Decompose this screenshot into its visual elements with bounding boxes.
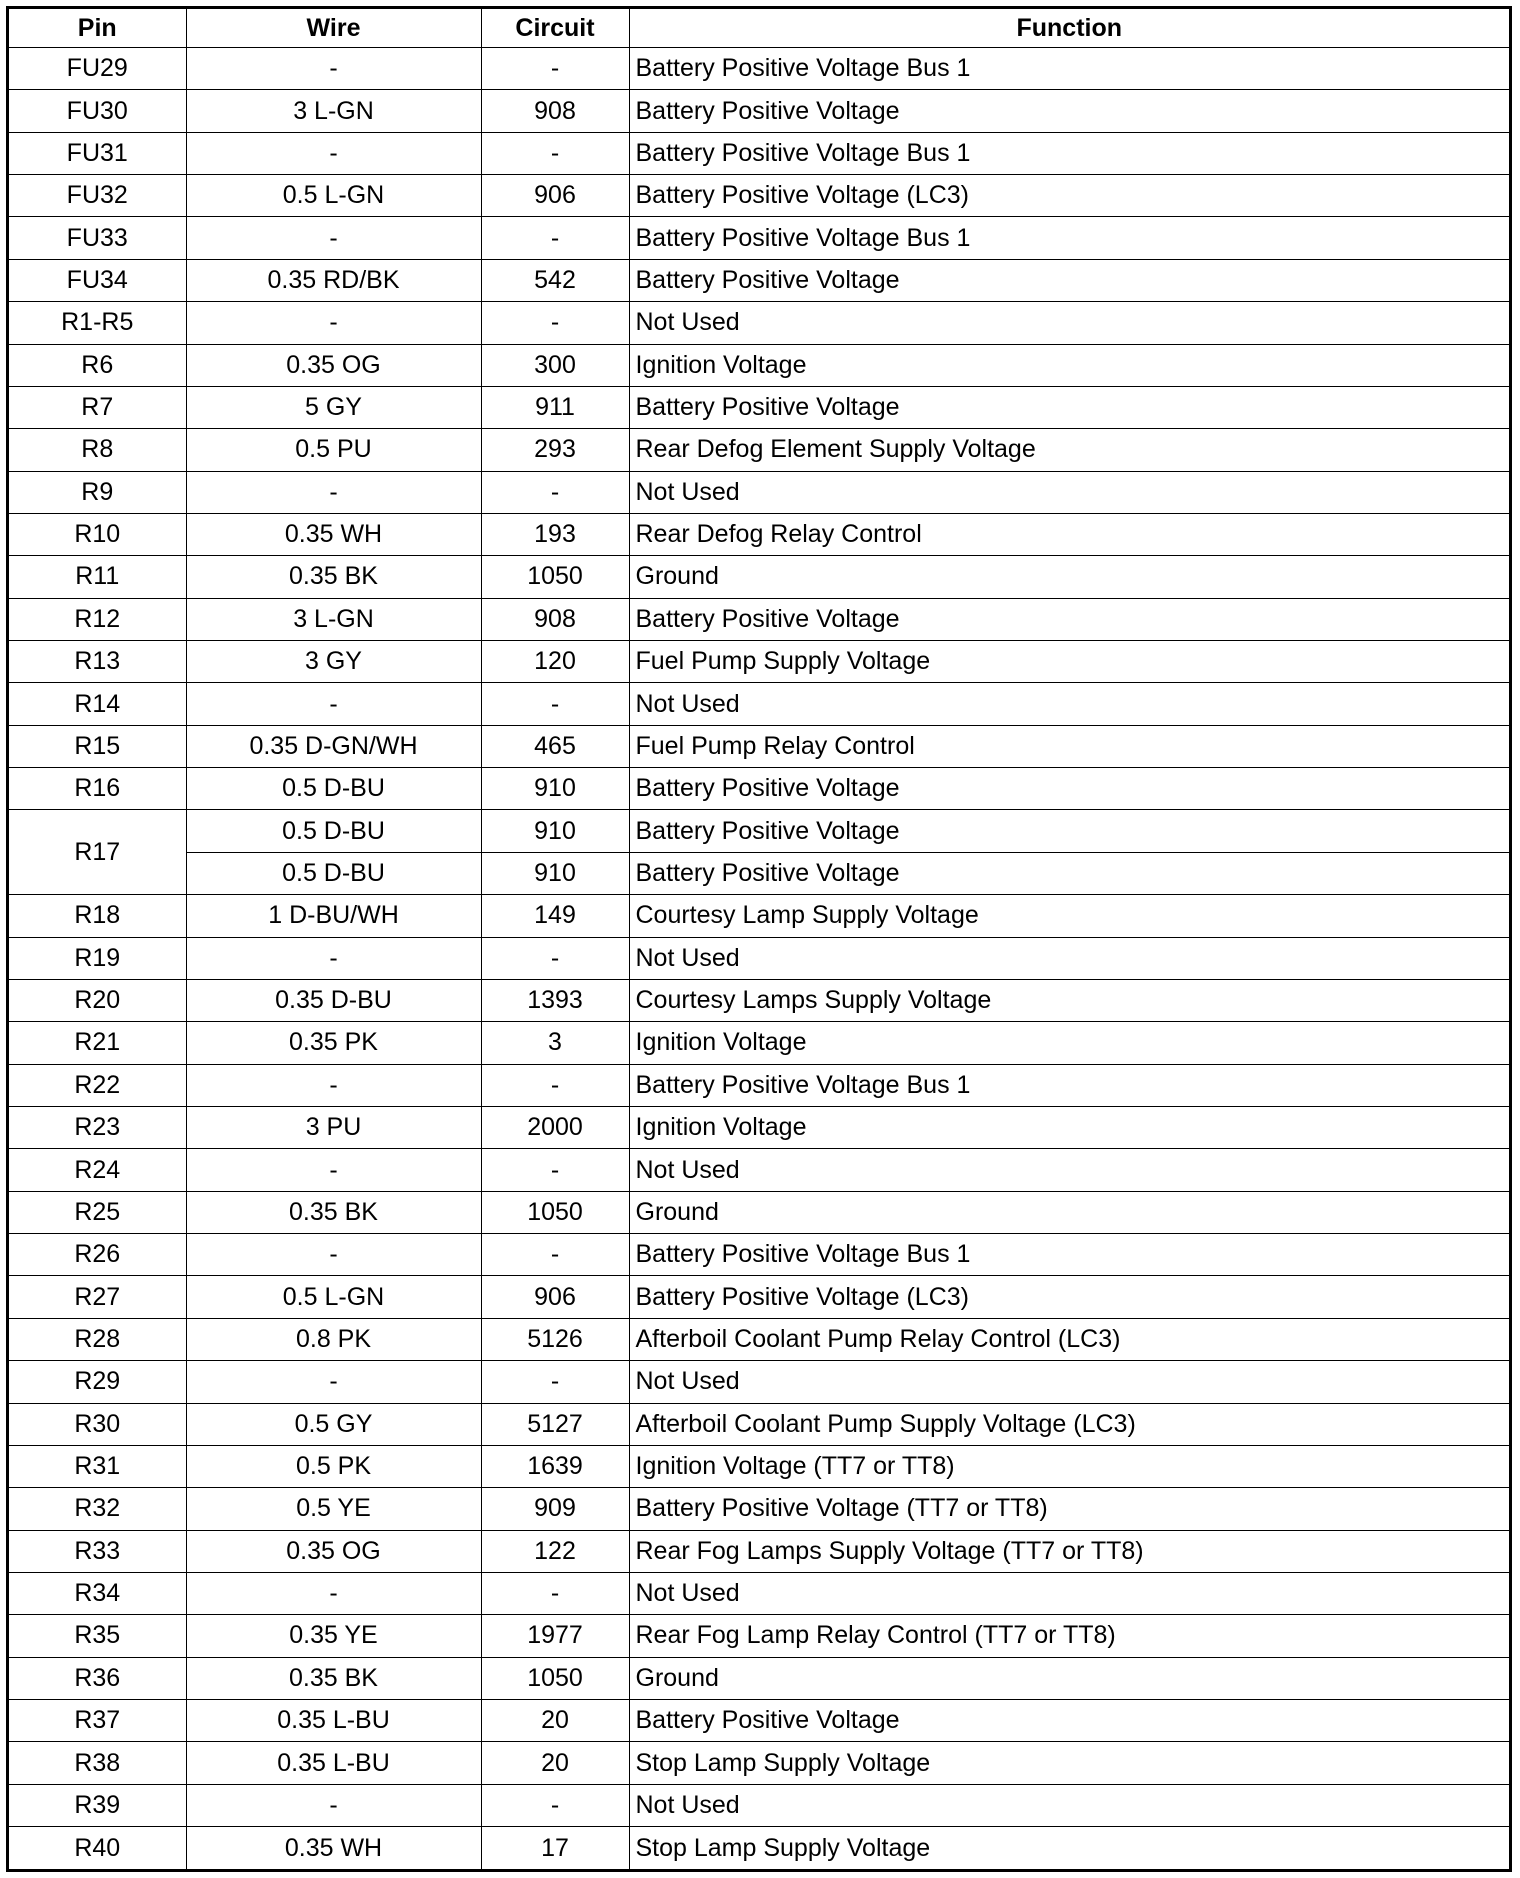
cell-circuit: -: [481, 1784, 629, 1826]
cell-function: Battery Positive Voltage: [629, 768, 1509, 810]
cell-pin: R8: [9, 429, 186, 471]
cell-circuit: 3: [481, 1022, 629, 1064]
cell-pin: R25: [9, 1191, 186, 1233]
table-row: [9, 768, 1509, 810]
cell-function: Ignition Voltage: [629, 344, 1509, 386]
cell-circuit: -: [481, 683, 629, 725]
table-row: [9, 641, 1509, 683]
cell-function: Not Used: [629, 937, 1509, 979]
cell-function: Battery Positive Voltage (TT7 or TT8): [629, 1488, 1509, 1530]
cell-wire: -: [186, 1064, 481, 1106]
cell-circuit: 1050: [481, 556, 629, 598]
cell-wire: 0.5 L-GN: [186, 1276, 481, 1318]
cell-circuit: 910: [481, 768, 629, 810]
cell-function: Courtesy Lamps Supply Voltage: [629, 979, 1509, 1021]
cell-function: Not Used: [629, 1361, 1509, 1403]
table-row: [9, 598, 1509, 640]
table-row: [9, 513, 1509, 555]
cell-circuit: -: [481, 1064, 629, 1106]
table-row: [9, 725, 1509, 767]
cell-wire: 3 L-GN: [186, 90, 481, 132]
header-pin: Pin: [9, 9, 186, 48]
cell-wire: 0.5 D-BU: [186, 768, 481, 810]
table-row: [9, 259, 1509, 301]
table-row: [9, 556, 1509, 598]
cell-circuit: 1639: [481, 1445, 629, 1487]
cell-pin: R30: [9, 1403, 186, 1445]
cell-circuit: -: [481, 1361, 629, 1403]
cell-function: Ignition Voltage: [629, 1022, 1509, 1064]
table-row: [9, 175, 1509, 217]
cell-pin: R1-R5: [9, 302, 186, 344]
cell-pin: R26: [9, 1234, 186, 1276]
cell-circuit: -: [481, 471, 629, 513]
cell-circuit: 120: [481, 641, 629, 683]
cell-function: Ground: [629, 1657, 1509, 1699]
cell-pin: R14: [9, 683, 186, 725]
cell-pin: FU31: [9, 132, 186, 174]
cell-pin: R40: [9, 1827, 186, 1869]
table-row: [9, 1106, 1509, 1148]
cell-circuit: -: [481, 937, 629, 979]
table-row: [9, 1827, 1509, 1869]
cell-wire: -: [186, 48, 481, 90]
cell-circuit: -: [481, 48, 629, 90]
cell-pin: R11: [9, 556, 186, 598]
cell-wire: 0.35 PK: [186, 1022, 481, 1064]
cell-wire: 0.5 D-BU: [186, 852, 481, 894]
cell-circuit: 1977: [481, 1615, 629, 1657]
cell-circuit: -: [481, 302, 629, 344]
table-row: [9, 90, 1509, 132]
cell-circuit: -: [481, 1234, 629, 1276]
cell-wire: 0.35 RD/BK: [186, 259, 481, 301]
cell-pin: R38: [9, 1742, 186, 1784]
cell-pin: R13: [9, 641, 186, 683]
cell-pin: R32: [9, 1488, 186, 1530]
cell-function: Battery Positive Voltage Bus 1: [629, 1064, 1509, 1106]
table-row: [9, 1657, 1509, 1699]
cell-wire: -: [186, 132, 481, 174]
cell-pin: R29: [9, 1361, 186, 1403]
cell-wire: 0.5 PK: [186, 1445, 481, 1487]
cell-circuit: 5127: [481, 1403, 629, 1445]
table-row: [9, 1234, 1509, 1276]
cell-circuit: 909: [481, 1488, 629, 1530]
table-row: [9, 1784, 1509, 1826]
cell-function: Battery Positive Voltage: [629, 1700, 1509, 1742]
cell-function: Rear Defog Relay Control: [629, 513, 1509, 555]
cell-wire: -: [186, 471, 481, 513]
cell-circuit: -: [481, 132, 629, 174]
cell-circuit: 1050: [481, 1191, 629, 1233]
cell-circuit: 300: [481, 344, 629, 386]
cell-function: Not Used: [629, 471, 1509, 513]
cell-circuit: 908: [481, 90, 629, 132]
table-row: [9, 1361, 1509, 1403]
cell-function: Not Used: [629, 1572, 1509, 1614]
cell-pin: R16: [9, 768, 186, 810]
header-wire: Wire: [186, 9, 481, 48]
cell-wire: -: [186, 1572, 481, 1614]
cell-circuit: -: [481, 217, 629, 259]
cell-pin: FU32: [9, 175, 186, 217]
cell-function: Battery Positive Voltage: [629, 90, 1509, 132]
cell-wire: 5 GY: [186, 386, 481, 428]
cell-function: Not Used: [629, 1149, 1509, 1191]
cell-pin: R23: [9, 1106, 186, 1148]
table-row: [9, 683, 1509, 725]
table-row: [9, 302, 1509, 344]
cell-function: Battery Positive Voltage (LC3): [629, 1276, 1509, 1318]
table-row: [9, 810, 1509, 852]
table-row: [9, 937, 1509, 979]
cell-circuit: -: [481, 1572, 629, 1614]
cell-function: Not Used: [629, 302, 1509, 344]
cell-circuit: 122: [481, 1530, 629, 1572]
cell-pin: FU30: [9, 90, 186, 132]
cell-function: Not Used: [629, 1784, 1509, 1826]
cell-pin: R27: [9, 1276, 186, 1318]
cell-wire: 0.35 L-BU: [186, 1742, 481, 1784]
cell-wire: -: [186, 1361, 481, 1403]
cell-function: Battery Positive Voltage Bus 1: [629, 1234, 1509, 1276]
cell-function: Ignition Voltage (TT7 or TT8): [629, 1445, 1509, 1487]
cell-circuit: 910: [481, 852, 629, 894]
cell-function: Battery Positive Voltage Bus 1: [629, 48, 1509, 90]
cell-pin: R17: [9, 810, 186, 895]
cell-function: Battery Positive Voltage: [629, 386, 1509, 428]
cell-circuit: 1393: [481, 979, 629, 1021]
cell-wire: -: [186, 1784, 481, 1826]
cell-function: Afterboil Coolant Pump Supply Voltage (LC3): [629, 1403, 1509, 1445]
cell-pin: FU34: [9, 259, 186, 301]
cell-circuit: 911: [481, 386, 629, 428]
cell-function: Not Used: [629, 683, 1509, 725]
connector-pinout-table: [9, 9, 1509, 1869]
cell-circuit: 20: [481, 1700, 629, 1742]
cell-function: Battery Positive Voltage: [629, 259, 1509, 301]
table-row: [9, 1445, 1509, 1487]
cell-function: Courtesy Lamp Supply Voltage: [629, 895, 1509, 937]
cell-circuit: 465: [481, 725, 629, 767]
cell-wire: 3 GY: [186, 641, 481, 683]
table-row: [9, 1615, 1509, 1657]
cell-wire: 0.35 OG: [186, 344, 481, 386]
table-row: [9, 979, 1509, 1021]
cell-pin: R34: [9, 1572, 186, 1614]
cell-wire: 0.35 WH: [186, 1827, 481, 1869]
cell-wire: 0.35 L-BU: [186, 1700, 481, 1742]
cell-circuit: 908: [481, 598, 629, 640]
cell-function: Rear Fog Lamps Supply Voltage (TT7 or TT8): [629, 1530, 1509, 1572]
table-row: [9, 471, 1509, 513]
cell-function: Fuel Pump Relay Control: [629, 725, 1509, 767]
cell-wire: 0.35 YE: [186, 1615, 481, 1657]
table-row: [9, 1403, 1509, 1445]
cell-function: Battery Positive Voltage Bus 1: [629, 217, 1509, 259]
cell-circuit: 149: [481, 895, 629, 937]
cell-pin: R37: [9, 1700, 186, 1742]
cell-function: Stop Lamp Supply Voltage: [629, 1827, 1509, 1869]
cell-function: Rear Fog Lamp Relay Control (TT7 or TT8): [629, 1615, 1509, 1657]
table-row: [9, 1318, 1509, 1360]
cell-function: Battery Positive Voltage: [629, 852, 1509, 894]
cell-wire: 0.5 D-BU: [186, 810, 481, 852]
cell-wire: 1 D-BU/WH: [186, 895, 481, 937]
table-row: [9, 344, 1509, 386]
cell-wire: 0.8 PK: [186, 1318, 481, 1360]
table-row: [9, 1572, 1509, 1614]
cell-wire: 0.35 BK: [186, 1657, 481, 1699]
cell-wire: -: [186, 683, 481, 725]
table-row: [9, 895, 1509, 937]
table-row: [9, 1700, 1509, 1742]
table-row: [9, 1191, 1509, 1233]
table-row: [9, 1022, 1509, 1064]
header-function: Function: [629, 9, 1509, 48]
table-row: [9, 852, 1509, 894]
cell-function: Ground: [629, 556, 1509, 598]
cell-circuit: 906: [481, 1276, 629, 1318]
cell-pin: R22: [9, 1064, 186, 1106]
cell-pin: R24: [9, 1149, 186, 1191]
cell-wire: -: [186, 217, 481, 259]
cell-circuit: 2000: [481, 1106, 629, 1148]
table-body: [9, 48, 1509, 1870]
cell-wire: 0.35 BK: [186, 1191, 481, 1233]
header-circuit: Circuit: [481, 9, 629, 48]
cell-wire: -: [186, 1234, 481, 1276]
cell-circuit: 542: [481, 259, 629, 301]
cell-wire: 0.35 WH: [186, 513, 481, 555]
cell-pin: R28: [9, 1318, 186, 1360]
table-row: [9, 132, 1509, 174]
table-row: [9, 1149, 1509, 1191]
table-row: [9, 1530, 1509, 1572]
cell-wire: -: [186, 302, 481, 344]
cell-function: Battery Positive Voltage: [629, 598, 1509, 640]
cell-function: Ground: [629, 1191, 1509, 1233]
header-row: [9, 9, 1509, 48]
cell-wire: 0.5 L-GN: [186, 175, 481, 217]
cell-function: Ignition Voltage: [629, 1106, 1509, 1148]
cell-pin: R21: [9, 1022, 186, 1064]
cell-wire: 3 L-GN: [186, 598, 481, 640]
cell-wire: 0.35 BK: [186, 556, 481, 598]
connector-pinout-table-frame: [6, 6, 1512, 1872]
cell-pin: R9: [9, 471, 186, 513]
cell-function: Stop Lamp Supply Voltage: [629, 1742, 1509, 1784]
cell-function: Fuel Pump Supply Voltage: [629, 641, 1509, 683]
cell-pin: R31: [9, 1445, 186, 1487]
cell-wire: 0.35 D-GN/WH: [186, 725, 481, 767]
cell-circuit: 293: [481, 429, 629, 471]
cell-circuit: 193: [481, 513, 629, 555]
cell-wire: 0.5 YE: [186, 1488, 481, 1530]
cell-wire: 0.5 GY: [186, 1403, 481, 1445]
cell-function: Battery Positive Voltage: [629, 810, 1509, 852]
cell-wire: -: [186, 1149, 481, 1191]
cell-circuit: 17: [481, 1827, 629, 1869]
cell-wire: 0.5 PU: [186, 429, 481, 471]
cell-circuit: -: [481, 1149, 629, 1191]
cell-circuit: 5126: [481, 1318, 629, 1360]
cell-circuit: 910: [481, 810, 629, 852]
cell-pin: R6: [9, 344, 186, 386]
table-row: [9, 429, 1509, 471]
table-row: [9, 386, 1509, 428]
table-row: [9, 217, 1509, 259]
cell-pin: R18: [9, 895, 186, 937]
cell-pin: R10: [9, 513, 186, 555]
table-row: [9, 1742, 1509, 1784]
cell-function: Battery Positive Voltage (LC3): [629, 175, 1509, 217]
cell-wire: 3 PU: [186, 1106, 481, 1148]
cell-wire: 0.35 OG: [186, 1530, 481, 1572]
cell-pin: R20: [9, 979, 186, 1021]
cell-pin: R35: [9, 1615, 186, 1657]
cell-pin: R19: [9, 937, 186, 979]
cell-pin: R15: [9, 725, 186, 767]
cell-circuit: 906: [481, 175, 629, 217]
table-row: [9, 1488, 1509, 1530]
table-row: [9, 1276, 1509, 1318]
cell-circuit: 20: [481, 1742, 629, 1784]
cell-function: Battery Positive Voltage Bus 1: [629, 132, 1509, 174]
cell-pin: R39: [9, 1784, 186, 1826]
cell-pin: R33: [9, 1530, 186, 1572]
table-row: [9, 1064, 1509, 1106]
cell-pin: R12: [9, 598, 186, 640]
cell-wire: 0.35 D-BU: [186, 979, 481, 1021]
cell-function: Rear Defog Element Supply Voltage: [629, 429, 1509, 471]
cell-pin: R7: [9, 386, 186, 428]
table-row: [9, 48, 1509, 90]
cell-pin: FU33: [9, 217, 186, 259]
cell-pin: R36: [9, 1657, 186, 1699]
cell-function: Afterboil Coolant Pump Relay Control (LC3): [629, 1318, 1509, 1360]
cell-wire: -: [186, 937, 481, 979]
cell-circuit: 1050: [481, 1657, 629, 1699]
cell-pin: FU29: [9, 48, 186, 90]
